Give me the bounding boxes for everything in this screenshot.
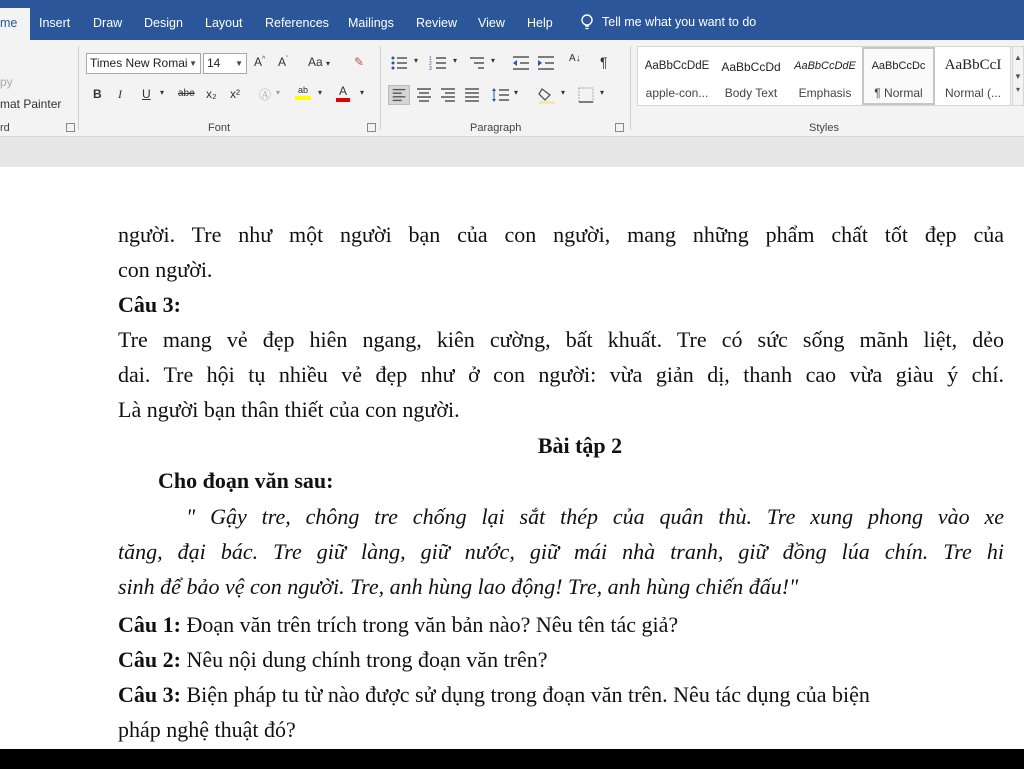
style-name: Emphasis [798, 86, 852, 100]
chevron-down-icon[interactable]: ▼ [189, 59, 197, 68]
quote-line: " Gậy tre, chông tre chống lại sắt thép của quân thù. Tre xung phong vào xe [186, 504, 1004, 529]
underline-button[interactable]: U [142, 87, 151, 101]
tab-review[interactable]: Review [416, 16, 457, 30]
justify-icon[interactable] [461, 85, 483, 105]
numbering-icon[interactable] [428, 53, 450, 73]
lightbulb-icon [580, 14, 594, 30]
tab-view[interactable]: View [478, 16, 505, 30]
paragraph-line: pháp nghệ thuật đó? [118, 717, 296, 742]
chevron-down-icon[interactable]: ▾ [414, 56, 419, 65]
styles-group-label: Styles [809, 122, 839, 134]
group-divider [78, 46, 79, 130]
chevron-down-icon[interactable]: ▾ [160, 88, 165, 97]
superscript-button[interactable]: x² [230, 87, 240, 101]
style-normal[interactable] [862, 47, 935, 105]
question-text: Biện pháp tu từ nào được sử dụng trong đoạn văn trên. Nêu tác dụng của biện [180, 682, 870, 707]
change-case-label: Aa [308, 55, 323, 69]
styles-gallery [637, 46, 1011, 106]
highlight-button[interactable]: ab [295, 84, 311, 100]
strikethrough-button[interactable]: abe [178, 88, 195, 99]
question-label: Câu 1: [118, 612, 181, 637]
bold-button[interactable]: B [93, 87, 102, 101]
italic-button[interactable]: I [118, 87, 122, 101]
styles-scrollbar[interactable] [1012, 46, 1024, 106]
multilevel-list-icon[interactable] [467, 53, 489, 73]
video-letterbox [0, 749, 1024, 769]
shrink-font-button[interactable]: $A^ˇ$ [278, 55, 289, 69]
style-name: Body Text [724, 86, 778, 100]
chevron-down-icon[interactable]: ▼ [1014, 72, 1022, 81]
style-name: Normal (... [944, 86, 1001, 100]
style-body-text[interactable] [715, 47, 787, 105]
clipboard-launcher-icon[interactable] [66, 123, 75, 132]
chevron-down-icon[interactable]: ▾ [360, 88, 365, 97]
tab-help[interactable]: Help [527, 16, 553, 30]
align-right-icon[interactable] [437, 85, 459, 105]
tab-design[interactable]: Design [144, 16, 183, 30]
style-name: apple-con... [645, 86, 709, 100]
shrink-font-label: A [278, 55, 287, 69]
more-styles-icon[interactable]: ▾ [1015, 85, 1020, 94]
chevron-down-icon[interactable]: ▾ [276, 88, 281, 97]
chevron-up-icon[interactable]: ▲ [1014, 53, 1022, 62]
style-normal-web[interactable] [937, 47, 1009, 105]
font-name-box[interactable] [86, 53, 201, 74]
text-effects-icon[interactable]: Ⓐ [259, 88, 272, 102]
paragraph-line: con người. [118, 257, 213, 282]
question-label: Câu 2: [118, 647, 181, 672]
chevron-down-icon[interactable]: ▾ [318, 88, 323, 97]
paragraph-group-label: Paragraph [470, 122, 522, 134]
question-text: Đoạn văn trên trích trong văn bản nào? Nêu tên tác giả? [180, 612, 679, 637]
grow-font-label: A [254, 55, 263, 69]
font-launcher-icon[interactable] [367, 123, 376, 132]
font-group-label: Font [208, 122, 231, 134]
tell-me-label: Tell me what you want to do [602, 15, 757, 29]
question-1 [118, 608, 1004, 642]
clipboard-group-label: rd [0, 122, 10, 134]
style-name: ¶ Normal [874, 86, 923, 100]
line-spacing-icon[interactable] [490, 85, 512, 105]
group-divider [630, 46, 631, 130]
style-sample: AaBbCcDdE [794, 60, 856, 72]
font-size-value: 14 [207, 56, 221, 70]
svg-text:3: 3 [429, 66, 432, 72]
change-case-button[interactable]: Aa ▾ [308, 55, 331, 69]
question-label: Câu 3: [118, 682, 181, 707]
copy-button[interactable]: py [0, 75, 13, 89]
style-sample: AaBbCcDdE [644, 60, 710, 72]
chevron-down-icon[interactable]: ▾ [491, 56, 496, 65]
font-size-box[interactable] [203, 53, 247, 74]
ribbon-tab-bar [0, 0, 1024, 40]
borders-icon[interactable] [575, 85, 597, 105]
ribbon-home [0, 40, 1024, 137]
tell-me-box[interactable] [580, 14, 756, 30]
paragraph-line: dai. Tre hội tụ nhiều vẻ đẹp như ở con người: vừa giản dị, thanh cao vừa giàu ý chí. [118, 362, 1004, 387]
align-left-icon[interactable] [388, 85, 410, 105]
font-name-value: Times New Romai [90, 56, 188, 70]
subscript-button[interactable]: x₂ [206, 87, 217, 101]
tab-insert[interactable]: Insert [39, 16, 71, 30]
chevron-down-icon[interactable]: ▾ [453, 56, 458, 65]
chevron-down-icon[interactable]: ▼ [235, 59, 243, 68]
paragraph-line: Là người bạn thân thiết của con người. [118, 397, 460, 422]
paragraph-line: Tre mang vẻ đẹp hiên ngang, kiên cường, bất khuất. Tre có sức sống mãnh liệt, dẻo [118, 327, 1004, 352]
sort-button[interactable]: A↓ [569, 53, 581, 64]
chevron-down-icon[interactable]: ▾ [514, 88, 519, 97]
chevron-down-icon[interactable]: ▾ [561, 88, 566, 97]
tab-draw[interactable]: Draw [93, 16, 123, 30]
tab-layout[interactable]: Layout [205, 16, 243, 30]
style-sample: AaBbCcI [944, 57, 1002, 73]
font-color-button[interactable]: A [336, 84, 350, 102]
shading-icon[interactable] [536, 85, 558, 105]
svg-text:1: 1 [429, 56, 432, 62]
svg-text:2: 2 [429, 61, 432, 67]
tab-references[interactable]: References [265, 16, 329, 30]
style-emphasis[interactable] [789, 47, 861, 105]
exercise-title: Bài tập 2 [537, 433, 623, 458]
group-divider [380, 46, 381, 130]
style-sample: AaBbCcDc [871, 60, 926, 72]
tab-mailings[interactable]: Mailings [348, 16, 394, 30]
show-formatting-button[interactable]: ¶ [600, 54, 608, 70]
document-gap [0, 137, 1024, 167]
question-3 [118, 678, 1004, 712]
grow-font-button[interactable]: A^ [254, 55, 266, 69]
decrease-indent-icon[interactable] [510, 53, 532, 73]
quote-line: tăng, đại bác. Tre giữ làng, giữ nước, giữ mái nhà tranh, giữ đồng lúa chín. Tre hi [118, 539, 1004, 564]
clear-formatting-icon[interactable]: ✎ [354, 55, 365, 69]
document-page[interactable] [0, 167, 1024, 749]
question-2 [118, 643, 1004, 677]
paragraph-line: người. Tre như một người bạn của con người, mang những phẩm chất tốt đẹp của [118, 222, 1004, 247]
tab-home[interactable]: me [0, 8, 30, 40]
paragraph-launcher-icon[interactable] [615, 123, 624, 132]
style-apple-con[interactable] [640, 47, 714, 105]
align-center-icon[interactable] [413, 85, 435, 105]
format-painter-button[interactable]: mat Painter [0, 97, 62, 111]
bullets-icon[interactable] [389, 53, 411, 73]
style-sample: AaBbCcDd [721, 60, 781, 74]
question-heading: Câu 3: [118, 292, 181, 317]
increase-indent-icon[interactable] [535, 53, 557, 73]
chevron-down-icon[interactable]: ▾ [600, 88, 605, 97]
exercise-subtitle: Cho đoạn văn sau: [158, 468, 334, 493]
quote-line: sinh để bảo vệ con người. Tre, anh hùng lao động! Tre, anh hùng chiến đấu!" [118, 574, 799, 599]
question-text: Nêu nội dung chính trong đoạn văn trên? [180, 647, 548, 672]
